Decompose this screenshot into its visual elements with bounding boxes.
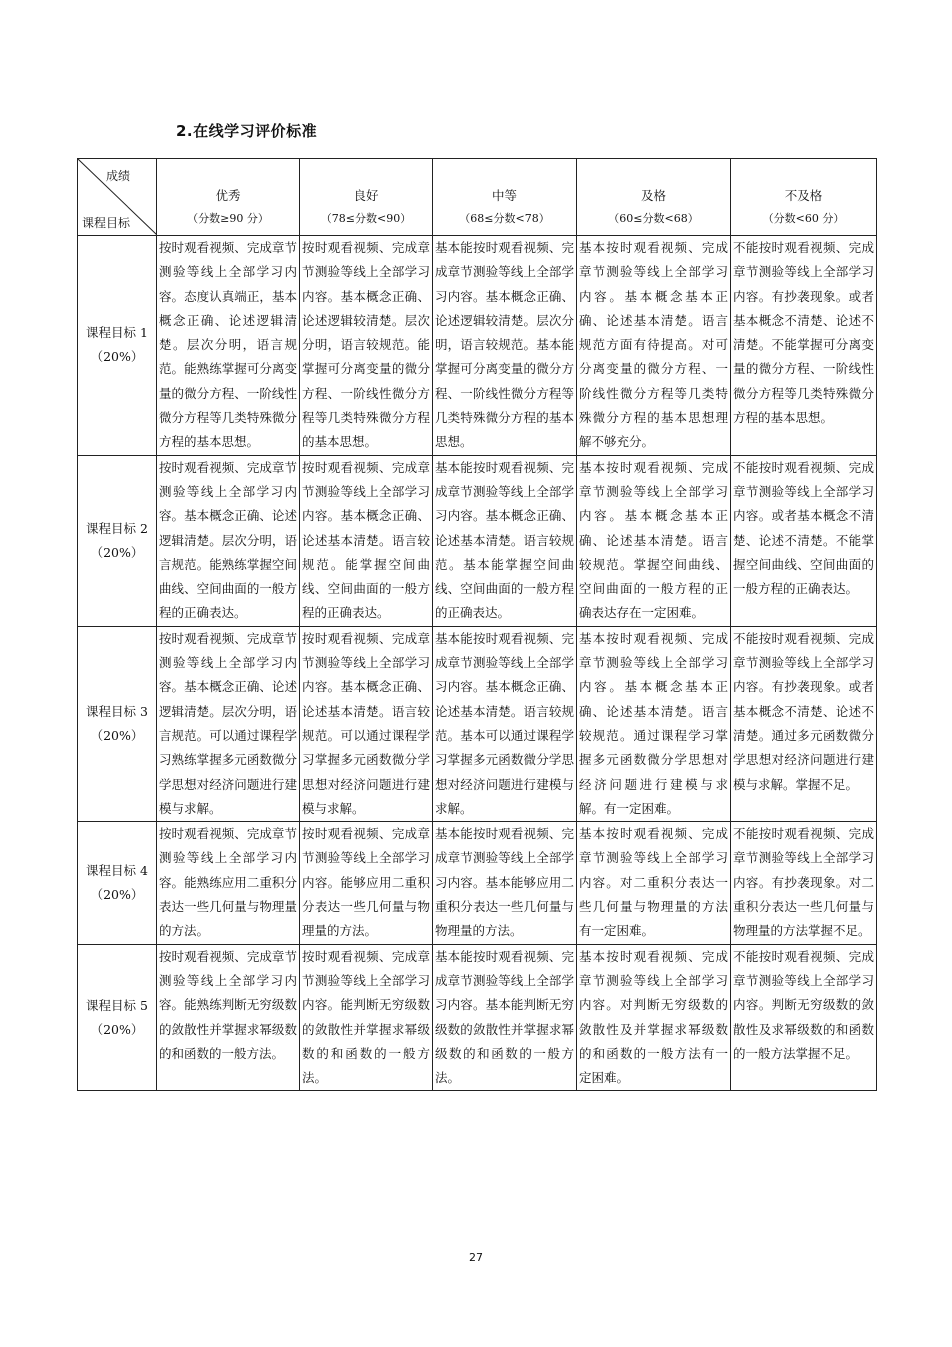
criteria-cell: 基本按时观看视频、完成章节测验等线上全部学习内容。基本概念基本正确、论述基本清楚。语言规范方面有待提高。对可分离变量的微分方程、一阶线性微分方程等几类特殊微分方程的基本思想理解不够充分。 — [577, 236, 731, 456]
goal-label: 课程目标 4 — [86, 862, 148, 878]
criteria-cell: 基本能按时观看视频、完成章节测验等线上全部学习内容。基本能够应用二重积分表达一些几何量与物理量的方法。 — [433, 822, 577, 944]
goal-label: 课程目标 3 — [86, 703, 148, 719]
goal-label: 课程目标 2 — [86, 520, 148, 536]
header-grade-name: 不及格 — [784, 188, 823, 203]
table-row — [78, 822, 877, 944]
criteria-cell: 按时观看视频、完成章节测验等线上全部学习内容。基本概念正确、论述逻辑较清楚。层次分明，语言较规范。能掌握可分离变量的微分方程、一阶线性微分方程等几类特殊微分方程的基本思想。 — [300, 236, 433, 456]
criteria-cell: 不能按时观看视频、完成章节测验等线上全部学习内容。有抄袭现象。或者基本概念不清楚、论述不清楚。通过多元函数微分学思想对经济问题进行建模与求解。掌握不足。 — [731, 626, 877, 821]
table-row — [78, 944, 877, 1091]
corner-goal-label: 课程目标 — [82, 216, 131, 230]
header-grade-range: （分数<60 分） — [762, 212, 845, 225]
goal-cell — [78, 236, 157, 456]
goal-cell — [78, 822, 157, 944]
criteria-cell: 基本能按时观看视频、完成章节测验等线上全部学习内容。基本概念正确、论述基本清楚。语言较规范。基本能掌握空间曲线、空间曲面的一般方程的正确表达。 — [433, 455, 577, 626]
criteria-cell: 基本能按时观看视频、完成章节测验等线上全部学习内容。基本概念正确、论述基本清楚。语言较规范。基本可以通过课程学习掌握多元函数微分学思想对经济问题进行建模与求解。 — [433, 626, 577, 821]
criteria-cell: 基本按时观看视频、完成章节测验等线上全部学习内容。对判断无穷级数的敛散性及并掌握求幂级数的和函数的一般方法有一定困难。 — [577, 944, 731, 1091]
page-number: 27 — [469, 1251, 483, 1264]
goal-weight: （20%） — [90, 544, 144, 560]
criteria-cell: 基本按时观看视频、完成章节测验等线上全部学习内容。基本概念基本正确、论述基本清楚。语言较规范。通过课程学习掌握多元函数微分学思想对经济问题进行建模与求解。有一定困难。 — [577, 626, 731, 821]
table-row — [78, 455, 877, 626]
header-grade-range: （68≤分数<78） — [459, 212, 550, 225]
header-grade-name: 及格 — [640, 188, 666, 203]
criteria-cell: 按时观看视频、完成章节测验等线上全部学习内容。基本概念正确、论述逻辑清楚。层次分明，语言规范。可以通过课程学习熟练掌握多元函数微分学思想对经济问题进行建模与求解。 — [157, 626, 300, 821]
goal-cell — [78, 626, 157, 821]
header-good — [300, 159, 433, 236]
header-grade-name: 良好 — [353, 188, 379, 203]
section-title: 2.在线学习评价标准 — [176, 122, 318, 140]
goal-weight: （20%） — [90, 886, 144, 902]
criteria-cell: 基本能按时观看视频、完成章节测验等线上全部学习内容。基本能判断无穷级数的敛散性并掌握求幂级数的和函数的一般方法。 — [433, 944, 577, 1091]
criteria-cell: 按时观看视频、完成章节测验等线上全部学习内容。基本概念正确、论述逻辑清楚。层次分明，语言规范。能熟练掌握空间曲线、空间曲面的一般方程的正确表达。 — [157, 455, 300, 626]
header-grade-range: （60≤分数<68） — [608, 212, 699, 225]
header-fail — [731, 159, 877, 236]
criteria-cell: 按时观看视频、完成章节测验等线上全部学习内容。能判断无穷级数的敛散性并掌握求幂级数的和函数的一般方法。 — [300, 944, 433, 1091]
header-grade-range: （78≤分数<90） — [320, 212, 412, 225]
goal-weight: （20%） — [90, 349, 144, 365]
goal-cell — [78, 944, 157, 1091]
criteria-cell: 不能按时观看视频、完成章节测验等线上全部学习内容。有抄袭现象。或者基本概念不清楚、论述不清楚。不能掌握可分离变量的微分方程、一阶线性微分方程等几类特殊微分方程的基本思想。 — [731, 236, 877, 456]
criteria-cell: 按时观看视频、完成章节测验等线上全部学习内容。能够应用二重积分表达一些几何量与物理量的方法。 — [300, 822, 433, 944]
corner-cell — [78, 159, 157, 236]
header-excellent — [157, 159, 300, 236]
criteria-cell: 不能按时观看视频、完成章节测验等线上全部学习内容。有抄袭现象。对二重积分表达一些几何量与物理量的方法掌握不足。 — [731, 822, 877, 944]
goal-label: 课程目标 1 — [86, 325, 148, 341]
goal-weight: （20%） — [90, 1021, 144, 1037]
table-row — [78, 236, 877, 456]
header-medium — [433, 159, 577, 236]
header-grade-name: 优秀 — [215, 188, 241, 203]
criteria-cell: 不能按时观看视频、完成章节测验等线上全部学习内容。或者基本概念不清楚、论述不清楚。不能掌握空间曲线、空间曲面的一般方程的正确表达。 — [731, 455, 877, 626]
goal-cell — [78, 455, 157, 626]
header-row — [78, 159, 877, 236]
evaluation-table — [77, 158, 877, 1091]
criteria-cell: 按时观看视频、完成章节测验等线上全部学习内容。基本概念正确、论述基本清楚。语言较规范。可以通过课程学习掌握多元函数微分学思想对经济问题进行建模与求解。 — [300, 626, 433, 821]
goal-weight: （20%） — [90, 727, 144, 743]
criteria-cell: 基本按时观看视频、完成章节测验等线上全部学习内容。基本概念基本正确、论述基本清楚。语言较规范。掌握空间曲线、空间曲面的一般方程的正确表达存在一定困难。 — [577, 455, 731, 626]
table-row — [78, 626, 877, 821]
criteria-cell: 按时观看视频、完成章节测验等线上全部学习内容。能熟练判断无穷级数的敛散性并掌握求幂级数的和函数的一般方法。 — [157, 944, 300, 1091]
goal-label: 课程目标 5 — [86, 997, 148, 1013]
corner-score-label: 成绩 — [105, 169, 130, 183]
criteria-cell: 基本能按时观看视频、完成章节测验等线上全部学习内容。基本概念正确、论述逻辑较清楚。层次分明，语言较规范。基本能掌握可分离变量的微分方程、一阶线性微分方程等几类特殊微分方程的基本思想。 — [433, 236, 577, 456]
header-grade-name: 中等 — [491, 188, 517, 203]
criteria-cell: 基本按时观看视频、完成章节测验等线上全部学习内容。对二重积分表达一些几何量与物理量的方法有一定困难。 — [577, 822, 731, 944]
header-grade-range: （分数≥90 分） — [187, 212, 269, 225]
criteria-cell: 按时观看视频、完成章节测验等线上全部学习内容。能熟练应用二重积分表达一些几何量与物理量的方法。 — [157, 822, 300, 944]
criteria-cell: 不能按时观看视频、完成章节测验等线上全部学习内容。判断无穷级数的敛散性及求幂级数的和函数的一般方法掌握不足。 — [731, 944, 877, 1091]
criteria-cell: 按时观看视频、完成章节测验等线上全部学习内容。基本概念正确、论述基本清楚。语言较规范。能掌握空间曲线、空间曲面的一般方程的正确表达。 — [300, 455, 433, 626]
criteria-cell: 按时观看视频、完成章节测验等线上全部学习内容。态度认真端正，基本概念正确、论述逻辑清楚。层次分明，语言规范。能熟练掌握可分离变量的微分方程、一阶线性微分方程等几类特殊微分方程的基本思想。 — [157, 236, 300, 456]
header-pass — [577, 159, 731, 236]
